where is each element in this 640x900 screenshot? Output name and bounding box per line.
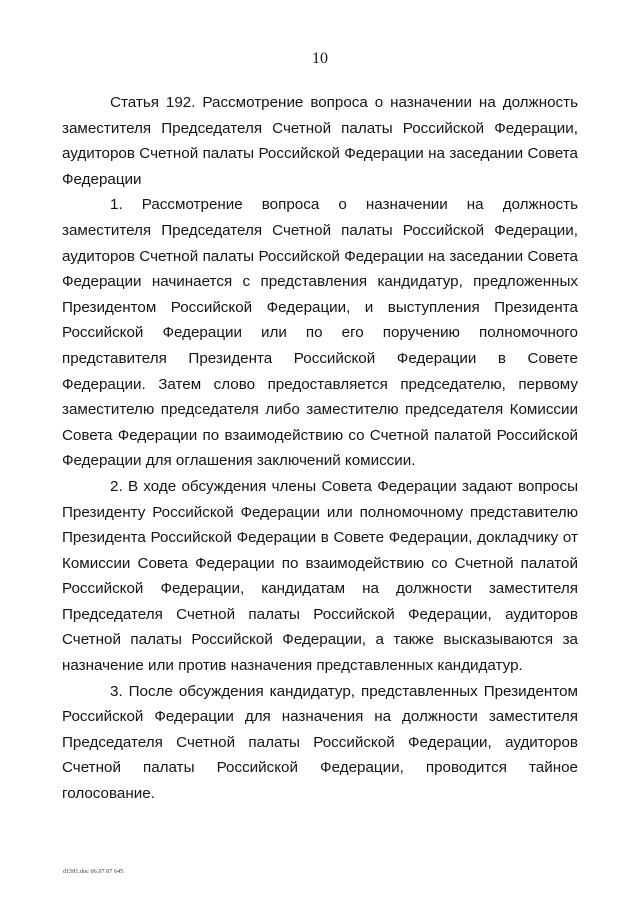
article-title: Статья 192. Рассмотрение вопроса о назначении на должность заместителя Председателя Счетной палаты Российской Федерации, аудиторов Счетной палаты Российской Федерации на заседании Совета Федерации (62, 94, 578, 188)
paragraph-3: 3. После обсуждения кандидатур, представленных Президентом Российской Федерации для назначения на должности заместителя Председателя Счетной палаты Российской Федерации, аудиторов Счетной палаты Российской Федерации, проводится тайное голосование. (62, 682, 578, 803)
page-number: 10 (312, 50, 328, 67)
paragraph-2: 2. В ходе обсуждения члены Совета Федерации задают вопросы Президенту Российской Федерации или полномочному представителю Президента Российской Федерации в Совете Федерации, докладчику от Комиссии Совета Федерации по взаимодействию со Счетной палатой Российской Федерации, кандидатам на должности заместителя Председателя Счетной палаты Российской Федерации, аудиторов Счетной палаты Российской Федерации, а также высказываются за назначение или против назначения представленных кандидатур. (62, 477, 578, 675)
paragraph-1: 1. Рассмотрение вопроса о назначении на должность заместителя Председателя Счетной палаты Российской Федерации, аудиторов Счетной палаты Российской Федерации на заседании Совета Федерации начинается с представления кандидатур, предложенных Президентом Российской Федерации, и выступления Президента Российской Федерации или по его поручению полномочного представителя Президента Российской Федерации в Совете Федерации. Затем слово предоставляется председателю, первому заместителю председателя либо заместителю председателя Комиссии Совета Федерации по взаимодействию со Счетной палатой Российской Федерации для оглашения заключений комиссии. (62, 196, 578, 470)
article-content (62, 90, 578, 807)
footer-file-code: d1581.doc 06.07.07 645 (63, 869, 124, 875)
